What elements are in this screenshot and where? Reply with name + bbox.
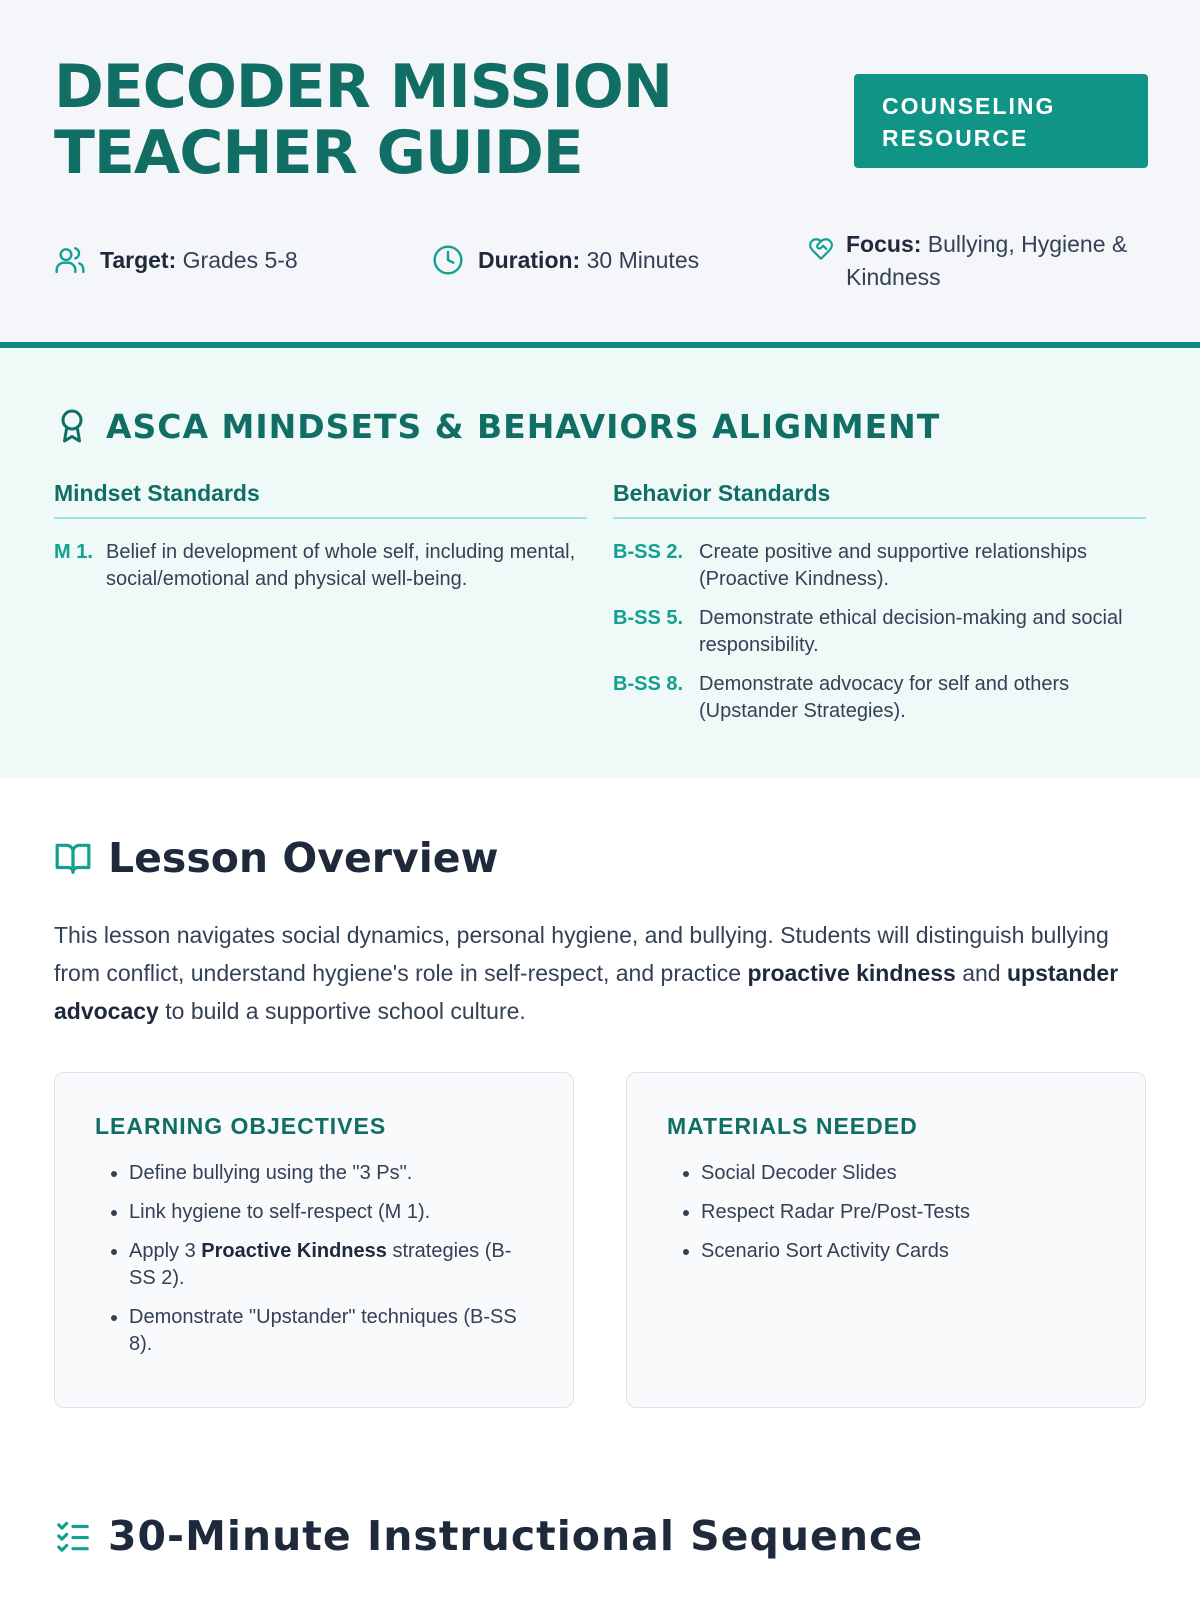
overview-cards: [54, 1072, 1146, 1408]
materials-needed-heading: MATERIALS NEEDED: [667, 1113, 918, 1139]
behavior-standards-column: [613, 480, 1146, 725]
sequence-heading: 30-Minute Instructional Sequence: [108, 1512, 924, 1560]
behavior-standards-heading: Behavior Standards: [613, 480, 1146, 519]
mindset-standard-item: [54, 539, 587, 593]
objective-text-bold: Proactive Kindness: [201, 1240, 387, 1262]
overview-heading-row: [54, 834, 1146, 882]
mindset-standards-heading: Mindset Standards: [54, 480, 587, 519]
focus-label: Focus:: [846, 231, 922, 257]
meta-row: [54, 228, 1148, 292]
meta-focus: [808, 228, 1154, 294]
counseling-resource-badge: [854, 74, 1148, 168]
list-item: • Scenario Sort Activity Cards: [701, 1238, 1105, 1265]
behavior-standard-item: [613, 539, 1146, 593]
lesson-overview-section: [0, 778, 1200, 1408]
guide-header: [0, 0, 1200, 348]
open-book-icon: [54, 839, 92, 877]
overview-text-part-1: This lesson navigates social dynamics, personal hygiene, and bullying. Students will distinguish bullying from conflict, understand hygiene's role in self-respect, and practice: [54, 922, 1109, 986]
list-item: • Respect Radar Pre/Post-Tests: [701, 1199, 1105, 1226]
duration-value: 30 Minutes: [586, 247, 700, 273]
standard-code: M 1.: [54, 541, 93, 563]
standard-code: B-SS 2.: [613, 541, 684, 563]
target-value: Grades 5-8: [182, 247, 298, 273]
meta-duration: [432, 244, 699, 277]
award-ribbon-icon: [54, 406, 90, 446]
materials-list: [667, 1160, 1105, 1265]
standard-text: Demonstrate advocacy for self and others (Upstander Strategies).: [699, 673, 1070, 722]
target-label: Target:: [100, 247, 177, 273]
list-item: [129, 1238, 533, 1292]
list-item: • Link hygiene to self-respect (M 1).: [129, 1199, 533, 1226]
checklist-icon: [54, 1517, 92, 1555]
learning-objectives-heading: LEARNING OBJECTIVES: [95, 1113, 387, 1139]
standard-code: B-SS 5.: [613, 607, 684, 629]
page-title: [54, 54, 734, 186]
overview-heading: Lesson Overview: [108, 834, 499, 882]
learning-objectives-card: [54, 1072, 574, 1408]
list-item: • Define bullying using the "3 Ps".: [129, 1160, 533, 1187]
focus-value: Bullying, Hygiene & Kindness: [846, 231, 1128, 290]
objective-text-pre: Apply 3: [129, 1240, 202, 1262]
sequence-heading-row: [54, 1512, 923, 1560]
overview-paragraph: [54, 916, 1146, 1030]
title-line-2: TEACHER GUIDE: [54, 118, 583, 188]
duration-label: Duration:: [478, 247, 581, 273]
overview-bold-upstander-advocacy: upstander advocacy: [54, 960, 1119, 1024]
alignment-heading-row: [54, 406, 1146, 446]
learning-objectives-list: [95, 1160, 533, 1358]
overview-text-part-3: to build a supportive school culture.: [158, 998, 526, 1024]
standard-code: B-SS 8.: [613, 673, 684, 695]
alignment-heading: ASCA MINDSETS & BEHAVIORS ALIGNMENT: [106, 406, 941, 446]
behavior-standard-item: [613, 605, 1146, 659]
badge-line-1: COUNSELING: [882, 93, 1056, 119]
standard-text: Demonstrate ethical decision-making and social responsibility.: [699, 607, 1123, 656]
badge-line-2: RESOURCE: [882, 125, 1029, 151]
users-icon: [54, 244, 86, 276]
title-line-1: DECODER MISSION: [54, 52, 673, 122]
standard-text: Belief in development of whole self, including mental, social/emotional and physical well-being.: [106, 541, 576, 590]
meta-target: [54, 244, 298, 277]
standards-grid: [54, 480, 1146, 725]
overview-text-part-2: and: [955, 960, 1007, 986]
mindset-standards-column: [54, 480, 587, 725]
overview-bold-proactive-kindness: proactive kindness: [747, 960, 956, 986]
objective-text-post: strategies (B-SS 2).: [129, 1240, 512, 1289]
materials-needed-card: [626, 1072, 1146, 1408]
heart-handshake-icon: [808, 236, 834, 262]
list-item: • Social Decoder Slides: [701, 1160, 1105, 1187]
standard-text: Create positive and supportive relationships (Proactive Kindness).: [699, 541, 1087, 590]
clock-icon: [432, 244, 464, 276]
list-item: • Demonstrate "Upstander" techniques (B-SS 8).: [129, 1304, 533, 1358]
behavior-standard-item: [613, 671, 1146, 725]
asca-alignment-section: [0, 348, 1200, 778]
